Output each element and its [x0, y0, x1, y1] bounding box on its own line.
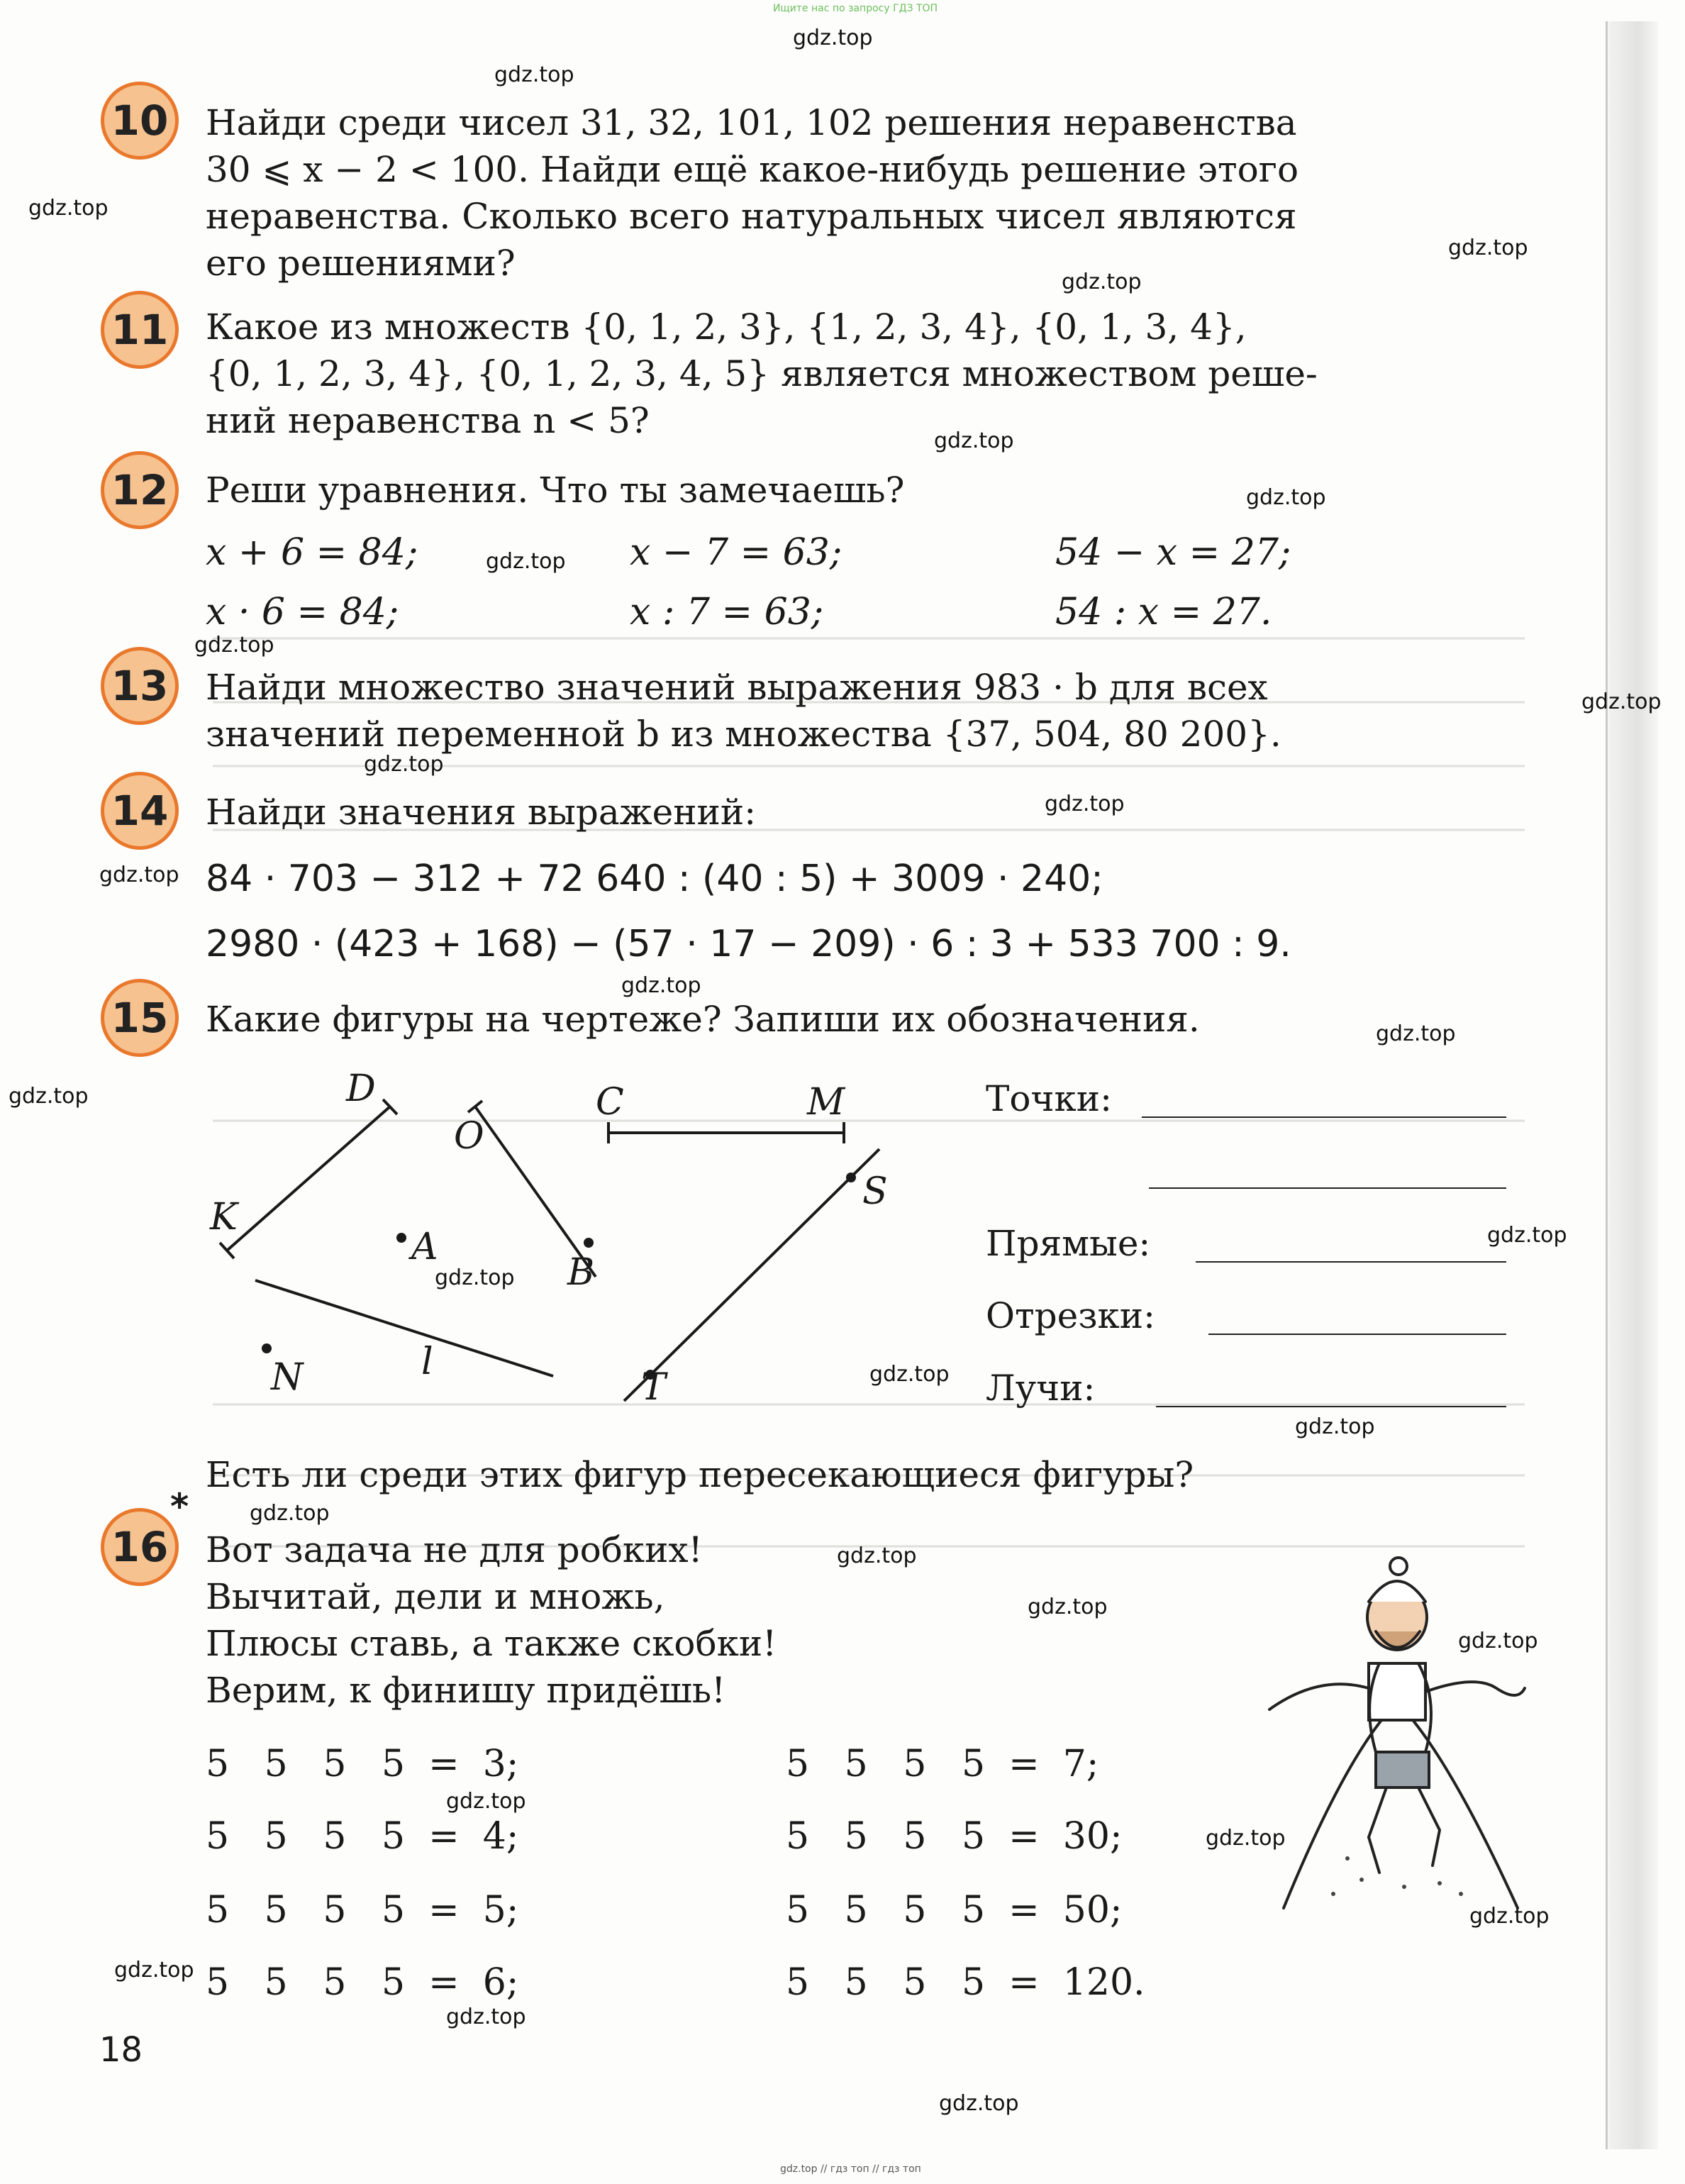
header-note: Ищите нас по запросу ГДЗ ТОП [773, 3, 938, 14]
answer-line [1149, 1187, 1506, 1189]
watermark: gdz.top [1458, 1629, 1538, 1653]
watermark: gdz.top [1045, 792, 1125, 816]
text-line-content: Какое из множеств {0, 1, 2, 3}, {1, 2, 3, 4}, {0, 1, 3, 4}, [206, 306, 1247, 348]
watermark: gdz.top [1469, 1904, 1550, 1929]
footer-note: gdz.top // гдз топ // гдз топ [780, 2163, 921, 2175]
task-15-question: Есть ли среди этих фигур пересекающиеся фигуры? [206, 1454, 1194, 1495]
hat [1369, 1581, 1425, 1602]
difficulty-star: * [170, 1486, 189, 1527]
watermark: gdz.top [1448, 235, 1528, 260]
watermark: gdz.top [28, 196, 109, 221]
poem-line: Плюсы ставь, а также скобки! [206, 1623, 777, 1664]
equation: 54 : x = 27. [1055, 591, 1272, 633]
poem-line: Вот задача не для робких! [206, 1529, 703, 1570]
ray-start-tick [468, 1101, 482, 1112]
answer-line [1142, 1116, 1506, 1118]
text-line-content: Найди среди чисел 31, 32, 101, 102 решения неравенства [206, 102, 1297, 143]
task-number: 14 [111, 787, 169, 835]
watermark: gdz.top [1062, 270, 1142, 294]
point-label-k: K [210, 1196, 238, 1238]
number-puzzle-row: 5 5 5 5 = 120. [786, 1961, 1145, 2004]
number-puzzle-row: 5 5 5 5 = 7; [786, 1743, 1099, 1785]
point-label-a: A [411, 1226, 438, 1268]
answer-line [1156, 1406, 1506, 1407]
number-puzzle-row: 5 5 5 5 = 5; [206, 1889, 519, 1931]
number-puzzle-row: 5 5 5 5 = 30; [786, 1815, 1123, 1858]
point-label-s: S [862, 1170, 888, 1213]
answer-label-points: Точки: [986, 1078, 1112, 1119]
watermark: gdz.top [934, 428, 1014, 453]
runner-illustration [1262, 1539, 1532, 1915]
watermark: gdz.top [364, 752, 444, 777]
equation: x − 7 = 63; [630, 531, 842, 574]
line-label-l: l [421, 1341, 433, 1383]
page-edge [1608, 21, 1658, 2149]
segment-kd [227, 1107, 390, 1251]
text-line-content: ний неравенства n < 5? [206, 400, 650, 441]
leg-left [1369, 1787, 1386, 1873]
watermark: gdz.top [1246, 485, 1326, 510]
text-line-content: значений переменной b из множества {37, 504, 80 200}. [206, 714, 1281, 755]
watermark: gdz.top [1028, 1595, 1108, 1619]
watermark: gdz.top [869, 1362, 950, 1387]
point-label-d: D [346, 1068, 376, 1110]
watermark: gdz.top [194, 633, 274, 658]
number-puzzle-row: 5 5 5 5 = 3; [206, 1743, 519, 1785]
line-st [624, 1149, 879, 1401]
watermark: gdz.top [435, 1265, 515, 1290]
leg-right [1418, 1787, 1440, 1866]
shorts [1376, 1752, 1429, 1787]
watermark: gdz.top [837, 1543, 917, 1568]
hat-pompom [1390, 1558, 1407, 1575]
watermark: gdz.top [494, 62, 574, 87]
watermark: gdz.top [250, 1501, 330, 1526]
point-label-m: M [807, 1081, 845, 1124]
task-number: 10 [111, 96, 169, 145]
watermark: gdz.top [1581, 689, 1662, 714]
point-label-n: N [271, 1356, 304, 1399]
hill [1284, 1702, 1518, 1908]
watermark: gdz.top [1376, 1021, 1456, 1046]
point-b [584, 1238, 594, 1248]
task-number: 12 [111, 466, 169, 514]
watermark: gdz.top [9, 1084, 89, 1109]
expression: 2980 · (423 + 168) − (57 · 17 − 209) · 6 : 3 + 533 700 : 9. [206, 923, 1291, 965]
point-label-b: B [567, 1251, 595, 1294]
point-n [262, 1343, 272, 1353]
answer-label-lines: Прямые: [986, 1223, 1151, 1264]
text-line-content: {0, 1, 2, 3, 4}, {0, 1, 2, 3, 4, 5} является множеством реше- [206, 353, 1318, 394]
task-number: 15 [111, 994, 169, 1042]
text-line-content: 30 ⩽ x − 2 < 100. Найди ещё какое-нибудь решение этого [206, 149, 1299, 190]
watermark: gdz.top [446, 1789, 526, 1814]
task-number: 11 [111, 306, 169, 354]
answer-line [1196, 1261, 1506, 1263]
answer-label-rays: Лучи: [986, 1368, 1096, 1409]
text-line-content: его решениями? [206, 243, 516, 284]
answer-label-segments: Отрезки: [986, 1295, 1155, 1336]
point-s [846, 1173, 856, 1182]
task-15-intro: Какие фигуры на чертеже? Запиши их обозначения. [206, 999, 1200, 1040]
number-puzzle-row: 5 5 5 5 = 4; [206, 1815, 519, 1858]
point-label-o: O [454, 1115, 484, 1158]
number-puzzle-row: 5 5 5 5 = 50; [786, 1889, 1123, 1931]
task-14-intro: Найди значения выражений: [206, 792, 757, 833]
watermark: gdz.top [793, 26, 873, 50]
watermark: gdz.top [1487, 1223, 1567, 1248]
text-line-content: неравенства. Сколько всего натуральных чисел являются [206, 196, 1297, 237]
poem-line: Вычитай, дели и множь, [206, 1576, 665, 1617]
point-label-t: T [641, 1366, 666, 1409]
watermark: gdz.top [621, 973, 701, 998]
page-number: 18 [99, 2030, 143, 2070]
geometry-drawing [0, 0, 993, 1461]
watermark: gdz.top [114, 1958, 194, 1983]
equation: x + 6 = 84; [206, 531, 418, 574]
watermark: gdz.top [486, 549, 566, 574]
watermark: gdz.top [446, 2005, 526, 2029]
expression: 84 · 703 − 312 + 72 640 : (40 : 5) + 3009 · 240; [206, 858, 1103, 900]
point-label-c: C [596, 1081, 624, 1124]
number-puzzle-row: 5 5 5 5 = 6; [206, 1961, 519, 2004]
task-number: 13 [111, 662, 169, 710]
watermark: gdz.top [99, 863, 179, 887]
task-number: 16 [111, 1523, 169, 1571]
answer-line [1208, 1334, 1506, 1335]
text-line-content: Найди множество значений выражения 983 · b для всех [206, 667, 1268, 708]
task-12-intro: Реши уравнения. Что ты замечаешь? [206, 470, 905, 511]
point-a [396, 1233, 406, 1243]
watermark: gdz.top [939, 2091, 1019, 2116]
watermark: gdz.top [1295, 1414, 1375, 1439]
watermark: gdz.top [1206, 1826, 1286, 1851]
equation: 54 − x = 27; [1055, 531, 1291, 574]
task-number-badge [101, 1508, 179, 1586]
equation: x · 6 = 84; [206, 591, 399, 633]
poem-line: Верим, к финишу придёшь! [206, 1670, 726, 1711]
equation: x : 7 = 63; [630, 591, 824, 633]
